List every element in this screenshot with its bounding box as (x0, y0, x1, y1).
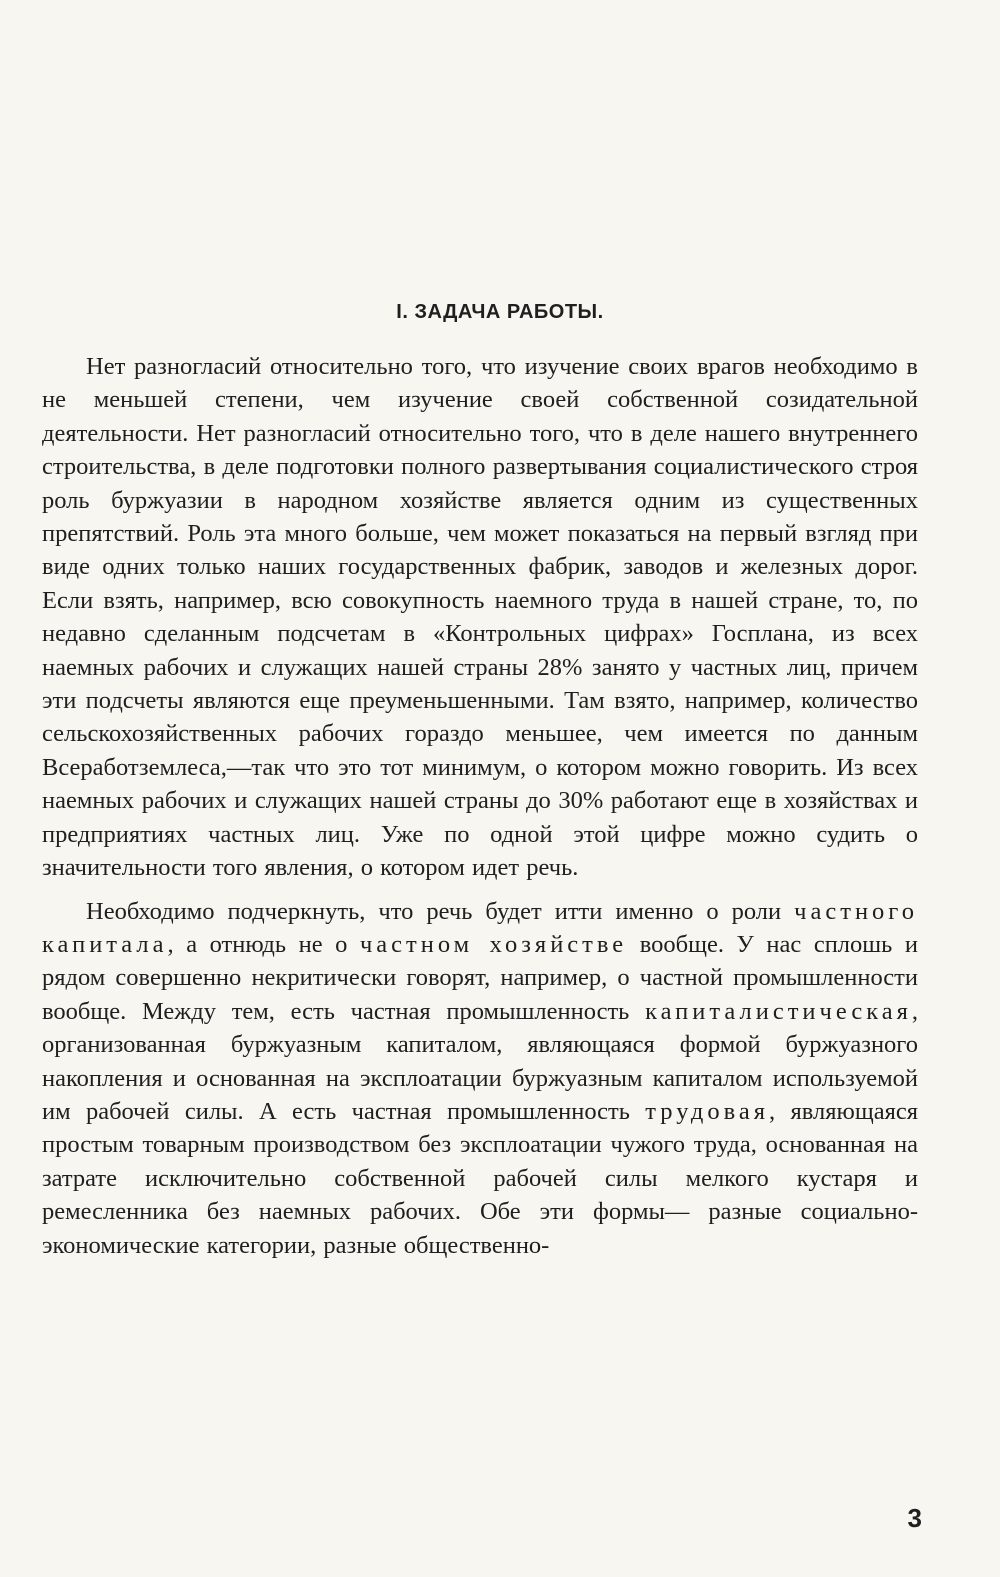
text-segment: , а отнюдь не о (167, 930, 360, 958)
chapter-heading: I. ЗАДАЧА РАБОТЫ. (396, 301, 604, 323)
emphasized-text: капиталистическая (645, 997, 912, 1025)
emphasized-text: частном хозяйстве (359, 930, 628, 958)
body-text (42, 350, 918, 1272)
paragraph (42, 350, 918, 885)
text-segment: , являющаяся простым товарным производством без эксплоатации чужого труда, основанная на затрате исключительно собственной рабочей силы мелкого кустаря и ремесленника без наемных рабочих. Обе эти формы— разные социально-экономические категории, разные общественно- (42, 1097, 918, 1259)
emphasized-text: частного капитала (42, 897, 918, 958)
text-segment: , организованная буржуазным капиталом, являющаяся формой буржуазного накопления и основанная на эксплоатации буржуазным капиталом используемой им рабочей силы. А есть частная промышленность (42, 997, 918, 1125)
text-segment: вообще. У нас сплошь и рядом совершенно некритически говорят, например, о частной промышленности вообще. Между тем, есть частная промышленность (42, 930, 918, 1025)
paragraph (42, 895, 918, 1262)
text-segment: Нет разногласий относительно того, что изучение своих врагов необходимо в не меньшей степени, чем изучение своей собственной созидательной деятельности. Нет разногласий относительно того, что в деле нашего внутреннего строительства, в деле подготовки полного развертывания социалистического строя роль буржуазии в народном хозяйстве является одним из существенных препятствий. Роль эта много больше, чем может показаться на первый взгляд при виде одних только наших государственных фабрик, заводов и железных дорог. Если взять, например, всю совокупность наемного труда в нашей стране, то, по недавно сделанным подсчетам в «Контрольных цифрах» Госплана, из всех наемных рабочих и служащих нашей страны 28% занято у частных лиц, причем эти подсчеты являются еще преуменьшенными. Там взято, например, количество сельскохозяйственных рабочих гораздо меньшее, чем имеется по данным Всеработземлеса,—так что это тот минимум, о котором можно говорить. Из всех наемных рабочих и служащих нашей страны до 30% работают еще в хозяйствах и предприятиях частных лиц. Уже по одной этой цифре можно судить о значительности того явления, о котором идет речь. (42, 353, 918, 882)
text-segment: Необходимо подчеркнуть, что речь будет итти именно о роли (86, 897, 795, 925)
page-number: 3 (907, 1503, 922, 1533)
emphasized-text: трудовая (645, 1097, 770, 1125)
